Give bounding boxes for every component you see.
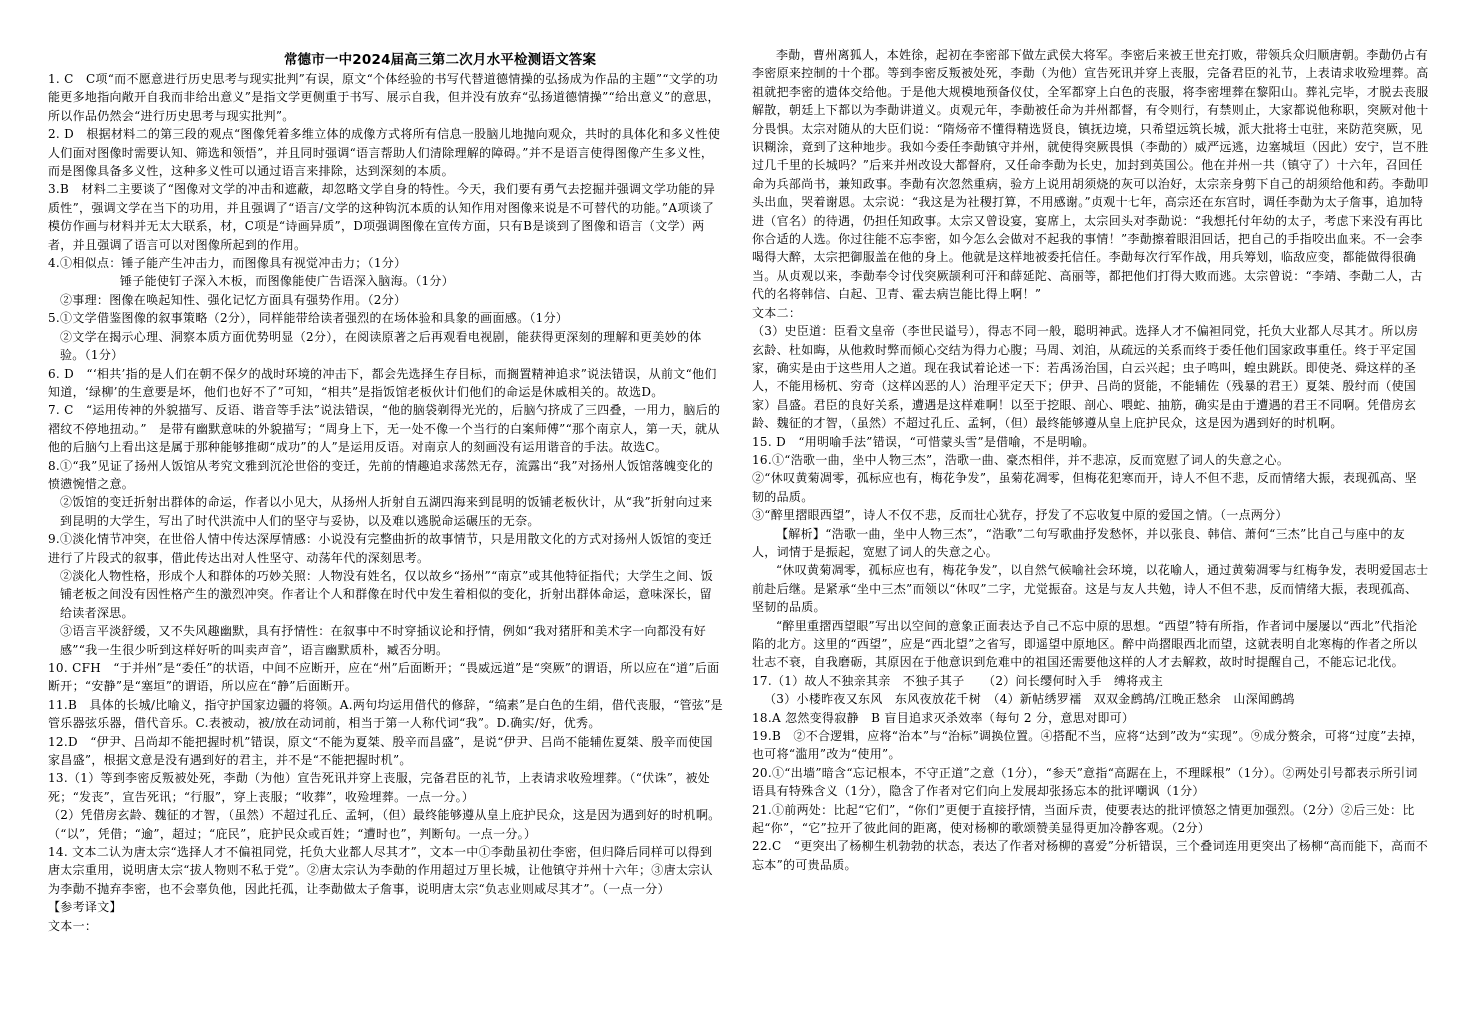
answer-16b: ②“休叹黄菊凋零，孤标应也有，梅花争发”，虽菊花凋零，但梅花犯寒而开，诗人不但不悲，反而情绪大振，表现孤高、坚韧的品质。 xyxy=(752,471,1417,504)
right-column xyxy=(752,46,1429,874)
answer-9a: 9.①淡化情节冲突，在世俗人情中传达深厚情感：小说没有完整曲折的故事情节，只是用散文化的方式对扬州人饭馆的变迁进行了片段式的叙事，借此传达出对人性坚守、动荡年代的深刻思考。 xyxy=(48,532,712,565)
answer-1: 1. C C项“而不愿意进行历史思考与现实批判”有误，原文“个体经验的书写代替道德情操的弘扬成为作品的主题”“文学的功能更多地指向敞开自我而非给出意义”是指文学更侧重于书写、展示自我，但并没有放弃“弘扬道德情操”“给出意义”的意思，所以作品仍然会“进行历史思考与现实批判”。 xyxy=(48,72,720,123)
answer-13b: （2）凭借房玄龄、魏征的才智，（虽然）不超过孔丘、孟轲，（但）最终能够遵从皇上庇护民众，这是因为遇到好的时机啊。 xyxy=(48,808,721,823)
answer-10: 10. CFH “于并州”是“委任”的状语，中间不应断开，应在“州”后面断开；“畏威远道”是“突厥”的谓语，所以应在“道”后面断开；“安静”是“塞垣”的谓语，所以应在“静”后面断开。 xyxy=(48,661,720,694)
answer-15: 15. D “用明喻手法”错误，“可惜蒙头雪”是借喻，不是明喻。 xyxy=(752,434,1095,449)
answer-9b: ②淡化人物性格，形成个人和群体的巧妙关照：人物没有姓名，仅以故乡“扬州”“南京”或其他特征指代；大学生之间、饭铺老板之间没有因性格产生的激烈冲突。作者让个人和群像在时代中发生着相似的变化，折射出群体命运，意味深长，留给读者深思。 xyxy=(60,568,714,620)
page-title: 常德市一中2024届高三第二次月水平检测语文答案 xyxy=(283,52,597,68)
answer-8b: ②饭馆的变迁折射出群体的命运，作者以小见大，从扬州人折射自五湖四海来到昆明的饭铺老板伙计，从“我”折射向过来到昆明的大学生，写出了时代洪流中人们的坚守与妥协，以及难以逃脱命运碾压的无奈。 xyxy=(60,495,713,528)
reference-translation-heading: 【参考译文】 xyxy=(48,900,122,915)
answer-2: 2. D 根据材料二的第三段的观点“图像凭着多维立体的成像方式将所有信息一股脑儿地抛向观众，共时的具体化和多义性使人们面对图像时需要认知、筛选和领悟”，并且同时强调“语言帮助人们清除理解的障碍。”并不是语言使得图像产生多义性，而是图像具备多义性，这种多义性可以通过语言来排除，达到深刻的本质。 xyxy=(48,127,721,179)
text-one-label: 文本一： xyxy=(48,918,98,933)
answer-3: 3.B 材料二主要谈了“图像对文学的冲击和遮蔽，却忽略文学自身的特性。今天，我们要有勇气去挖掘并强调文学功能的异质性”，强调文学在当下的功用，并且强调了“语言/文学的这种钩沉本质的认知作用对图像来说是不可替代的功能。”A项谈了模仿作画与材料并无太大联系，材，C项是“诗画异质”，D项强调图像在宣传方面，只有B是谈到了图像和语言（文学）两者，并且强调了语言可以对图像所起到的作用。 xyxy=(48,182,716,252)
analysis-2: “休叹黄菊凋零，孤标应也有，梅花争发”，以自然气候喻社会环境，以花喻人，通过黄菊凋零与红梅争发，表明爱国志士前赴后继。是紧承“坐中三杰”而领以“休叹”二字，尤觉振奋。这是与友人共勉，诗人不但不悲，反而情绪大振，表现孤高、坚韧的品质。 xyxy=(752,563,1429,615)
translation-text-two: （3）史臣道：臣看文皇帝（李世民谥号），得志不同一般，聪明神武。选择人才不偏袒同党，托负大业都人尽其才。所以房玄龄、杜如晦，从他救时弊而倾心交结为得力心腹；马周、刘洎，从疏远的关系而终于委任他们国家政事重任。终于平定国家，确实是由于这些用人之道。现在我试着论述一下：若禹汤治国，白云兴起；虫子鸣叫，蝗虫跳跃。即使尧、舜这样的圣人，不能用杨杌、穷奇（这样凶恶的人）治理平定天下；伊尹、吕尚的贤能，不能辅佐（残暴的君王）夏桀、殷纣而（使国家）昌盛。君臣的良好关系，遭遇是这样难啊！以至于挖眼、剖心、喂蛇、抽筋，确实是由于遭遇的君王不同啊。凭借房玄龄、魏征的才智，（虽然）不超过孔丘、孟轲，（但）最终能够遵从皇上庇护民众，这是因为遇到好的时机啊。 xyxy=(752,324,1419,431)
text-two-label: 文本二： xyxy=(752,305,802,320)
answer-22: 22.C “更突出了杨柳生机勃勃的状态，表达了作者对杨柳的喜爱”分析错误，三个叠词连用更突出了杨柳“高而能下，高而不忘本”的可贵品质。 xyxy=(752,839,1429,872)
answer-21: 21.①前两处：比起“它们”，“你们”更便于直接抒情，当面斥责，使要表达的批评愤怒之情更加强烈。（2分）②后三处：比起“你”，“它”拉开了彼此间的距离，使对杨柳的歌颂赞美显得更加冷静客观。（2分） xyxy=(752,802,1415,836)
answer-8a: 8.①“我”见证了扬州人饭馆从考究文雅到沉沦世俗的变迁，先前的情趣追求荡然无存，流露出“我”对扬州人饭馆落魄变化的愤懑惋惜之意。 xyxy=(48,458,714,491)
answer-13a: 13.（1）等到李密反叛被处死，李勣（为他）宣告死讯并穿上丧服，完备君臣的礼节，上表请求收殓埋葬。（“伏诛”，被处死；“发丧”，宣告死讯；“行服”，穿上丧服；“收葬”，收殓埋葬。一点一分。） xyxy=(48,771,711,804)
answer-11: 11.B 具体的长城/比喻义，指守护国家边疆的将领。A.两句均运用借代的修辞，“缟素”是白色的生绢，借代丧服，“管弦”是管乐器弦乐器，借代音乐。C.表被动，被/放在动词前，相当于第一人称代词“我”。D.确实/好，优秀。 xyxy=(48,697,723,731)
answer-16c: ③“醉里摺眼西望”，诗人不仅不悲，反而壮心犹存，抒发了不忘收复中原的爱国之情。（一点两分） xyxy=(752,508,1288,523)
answer-4c: ②事理：图像在唤起知性、强化记忆方面具有强势作用。（2分） xyxy=(60,292,407,307)
analysis-1: 【解析】“浩歌一曲，坐中人物三杰”，“浩歌”二句写歌曲抒发愁怀，并以张良、韩信、萧何“三杰”比自己与座中的友人，词情于是振起，宽慰了词人的失意之心。 xyxy=(752,526,1406,559)
answer-12: 12.D “伊尹、吕尚却不能把握时机”错误，原文“不能为夏桀、殷辛而昌盛”，是说“伊尹、吕尚不能辅佐夏桀、殷辛而使国家昌盛”，根据文意是没有遇到好的君主，并不是“不能把握时机”。 xyxy=(48,734,713,768)
answer-17a: 17.（1）故人不独亲其亲 不独子其子 （2）问长缨何时入手 缚将戎主 xyxy=(752,673,1164,688)
answer-6: 6. D “‘相共’指的是人们在朝不保夕的战时环境的冲击下，都会先选择生存目标，而搁置精神追求”说法错误，从前文“他们知道，‘绿柳’的生意要是坏，他们也好不了”可知，“相共”是指饭馆老板伙计们他们的命运是休戚相关的。故选D。 xyxy=(48,366,717,399)
answer-14: 14. 文本二认为唐太宗“选择人才不偏祖同党，托负大业都人尽其才”，文本一中①李勣虽初仕李密，但归降后同样可以得到唐太宗重用，说明唐太宗“拔人物则不私于党”。②唐太宗认为李勣的作用超过万里长城，让他镇守并州十六年；③唐太宗认为李勣不抛弃李密，也不会辜负他，因此托孤，让李勣做太子詹事，说明唐太宗“负志业则咸尽其才”。（一点一分） xyxy=(48,845,713,896)
answer-7: 7. C “运用传神的外貌描写、反语、谐音等手法”说法错误，“他的脑袋剃得光光的，后脑勺挤成了三四叠，一用力，脑后的褶纹不停地扭动。” 是带有幽默意味的外貌描写；“周身上下，无一处不像一个当行的白案师傅”“那个南京人，第一天，就从他的后脑勺上看出这是属于那种能够推砌“成功”的人”是运用反语。对南京人的刻画没有运用谐音的手法。故选C。 xyxy=(48,403,721,455)
answer-4a: 4.①相似点：锤子能产生冲击力，而图像具有视觉冲击力；（1分） xyxy=(48,256,407,271)
analysis-3: “醉里重摺西望眼”写出以空间的意象正面表达予自己不忘中原的思想。“西望”特有所指，作者词中屡屡以“西北”代指沦陷的北方。这里的“西望”，应是“西北望”之省写，即遥望中原地区。醉中尚摺眼西北而望，这就表明自北寒梅的作者之所以壮志不衰，自我磨砺，其原因在于他意识到危难中的祖国还需要他这样的人才去解救，故时时提醒自己，不能忘记北伐。 xyxy=(752,618,1418,670)
answer-13c: （“以”，凭借；“逾”，超过；“庇民”，庇护民众或百姓；“遭时也”，判断句。一点一分。） xyxy=(48,826,537,841)
translation-text-one: 李勣，曹州离狐人，本姓徐，起初在李密部下做左武侯大将军。李密后来被王世充打败，带领兵众归顺唐朝。李勣仍占有李密原来控制的十个郡。等到李密反叛被处死，李勣（为他）宣告死讯并穿上丧服，完备君臣的礼节，上表请求收殓埋葬。高祖就把李密的遗体交给他。于是他大规模地预备仪仗，全军都穿上白色的丧服，将李密埋葬在黎阳山。葬礼完毕，才脱去丧服解散，朝廷上下都以为李勣讲道义。贞观元年，李勣被任命为并州都督，有令则行，有禁则止，大家都说他称职，突厥对他十分畏惧。太宗对随从的大臣们说：“隋炀帝不懂得精选贤良，镇抚边境，只希望远筑长城，派大批将士屯驻，来防范突厥，见识糊涂，竟到了这种地步。我如今委任李勣镇守并州，就使得突厥畏惧（李勣的）威严远逃，边塞城垣（因此）安宁，岂不胜过几千里的长城吗？”后来并州改设大都督府，又任命李勣为长史，加封到英国公。他在并州一共（镇守了）十六年，召回任命为兵部尚书，兼知政事。李勣有次忽然重病，验方上说用胡须烧的灰可以治好，太宗亲身剪下自己的胡须给他和药。李勣叩头出血，哭着谢恩。太宗说：“我这是为社稷打算，不用感谢。”贞观十七年，高宗还在东宫时，调任李勣为太子詹事，追加特进（官名）的待遇，仍担任知政事。太宗又曾设宴，宴席上，太宗回头对李勣说：“我想托付年幼的太子，考虑下来没有再比你合适的人选。你过往能不忘李密，如今怎么会做对不起我的事情！”李勣擦着眼泪回话，把自己的手指咬出血来。不一会李喝得大醉，太宗把御服盖在他的身上。他就是这样地被委托信任。李勣每次行军作战，用兵筹划，临敌应变，都能做得很确当。从贞观以来，李勣奉令讨伐突厥颉利可汗和薛延陀、高丽等，都把他们打得大败而逃。太宗曾说：“李靖、李勣二人，古代的名将韩信、白起、卫青、霍去病岂能比得上啊！” xyxy=(752,48,1429,302)
answer-5a: 5.①文学借鉴图像的叙事策略（2分），同样能带给读者强烈的在场体验和具象的画面感。（1分） xyxy=(48,311,569,326)
answer-17b: （3）小楼昨夜又东风 东风夜放花千树 （4）新帖绣罗襦 双双金鹧鸪/江晚正愁余 山深闻鹧鸪 xyxy=(764,692,1295,707)
answer-5b: ②文学在揭示心理、洞察本质方面优势明显（2分），在阅读原著之后再观看电视剧，能获得更深刻的理解和更美妙的体验。（1分） xyxy=(60,329,702,363)
answer-9c: ③语言平淡舒缓，又不失风趣幽默，具有抒情性：在叙事中不时穿插议论和抒情，例如“我对猪肝和美术字一向都没有好感”“我一生很少听到这样好听的叫卖声音”，语言幽默质朴，臧否分明。 xyxy=(60,624,707,657)
answer-20: 20.①“出墙”暗含“忘记根本，不守正道”之意（1分），“参天”意指“高踞在上，不理睬根”（1分）。②两处引号都表示所引词语具有特殊含义（1分），隐含了作者对它们向上发展却张扬忘本的批评嘲讽（1分） xyxy=(752,765,1418,799)
answer-18: 18.A 忽然变得寂静 B 盲目追求灭杀效率（每句 2 分，意思对即可） xyxy=(752,710,1135,725)
left-column xyxy=(48,70,724,935)
answer-19: 19.B ②不合逻辑，应将“治本”与“治标”调换位置。④搭配不当，应将“达到”改为“实现”。⑨成分赘余，可将“过度”去掉，也可将“滥用”改为“使用”。 xyxy=(752,729,1424,762)
answer-4b: 锤子能使钉子深入木板，而图像能使广告语深入脑海。（1分） xyxy=(120,274,455,289)
answer-16a: 16.①“浩歌一曲，坐中人物三杰”，浩歌一曲、豪杰相伴，并不悲凉，反而宽慰了词人的失意之心。 xyxy=(752,452,1290,467)
